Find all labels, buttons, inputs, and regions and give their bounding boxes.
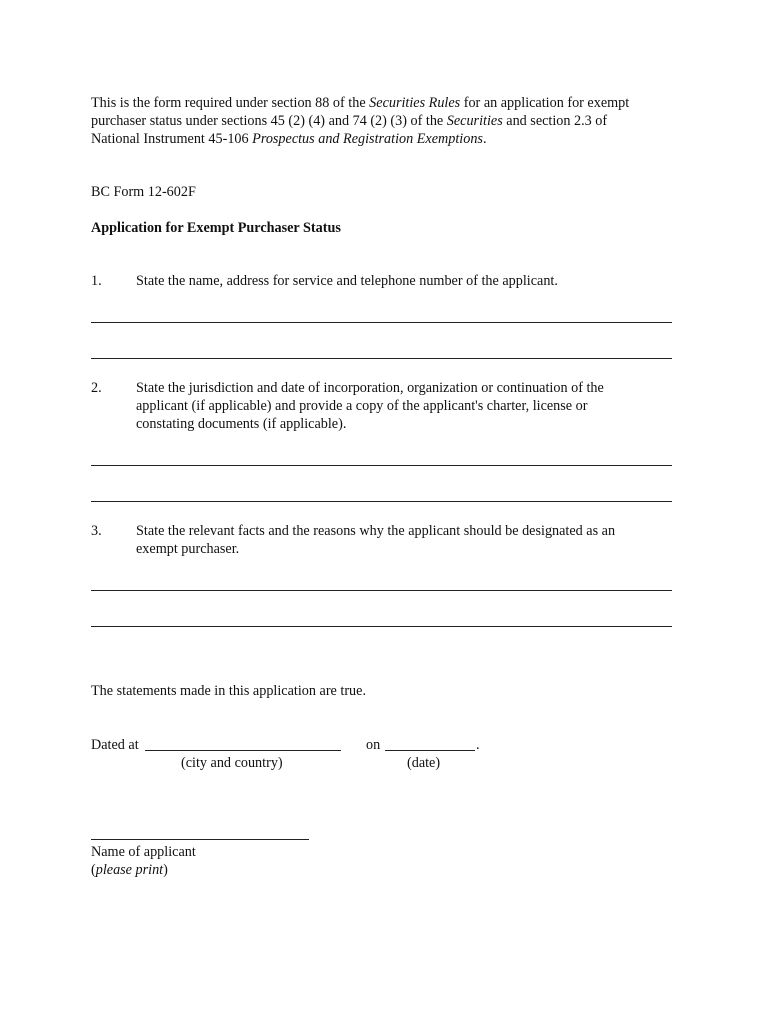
true-statement: The statements made in this application are true. xyxy=(91,683,366,699)
form-number: BC Form 12-602F xyxy=(91,184,196,200)
item-1-number: 1. xyxy=(91,273,102,289)
item-1-answer-line-1[interactable] xyxy=(91,322,672,323)
intro-paragraph xyxy=(91,94,629,148)
date-period: . xyxy=(476,737,480,753)
item-3-answer-line-2[interactable] xyxy=(91,626,672,627)
securities-act-ref: Securities xyxy=(446,113,503,129)
city-country-caption: (city and country) xyxy=(181,755,283,771)
intro-line-2: purchaser status under sections 45 (2) (4) and 74 (2) (3) of the Securities and section 2.3 of xyxy=(91,113,608,129)
date-field[interactable] xyxy=(385,737,475,751)
item-3-number: 3. xyxy=(91,523,102,539)
item-1-answer-line-2[interactable] xyxy=(91,358,672,359)
applicant-name-label: Name of applicant xyxy=(91,844,196,860)
date-caption: (date) xyxy=(407,755,441,771)
ni-45-106-ref: Prospectus and Registration Exemptions xyxy=(252,131,483,147)
item-2-number: 2. xyxy=(91,380,102,396)
item-2-text: State the jurisdiction and date of incorporation, organization or continuation of the applicant (if applicable) and provide a copy of the applicant's charter, license or constating documents (if applicable). xyxy=(136,380,604,432)
dated-at-label: Dated at xyxy=(91,737,139,753)
item-3-answer-line-1[interactable] xyxy=(91,590,672,591)
item-2-answer-line-2[interactable] xyxy=(91,501,672,502)
intro-line-3: National Instrument 45-106 Prospectus and Registration Exemptions. xyxy=(91,131,487,147)
intro-line-1: This is the form required under section 88 of the Securities Rules for an application for exempt xyxy=(91,95,630,111)
city-country-field[interactable] xyxy=(145,737,341,751)
item-2-answer-line-1[interactable] xyxy=(91,465,672,466)
item-3-text: State the relevant facts and the reasons why the applicant should be designated as an exempt purchaser. xyxy=(136,523,616,557)
on-label: on xyxy=(366,737,381,753)
securities-rules-ref: Securities Rules xyxy=(369,95,461,111)
item-1-text: State the name, address for service and telephone number of the applicant. xyxy=(136,273,558,289)
please-print-note: (please print) xyxy=(91,862,168,878)
applicant-name-field[interactable] xyxy=(91,839,309,840)
form-title: Application for Exempt Purchaser Status xyxy=(91,220,341,236)
